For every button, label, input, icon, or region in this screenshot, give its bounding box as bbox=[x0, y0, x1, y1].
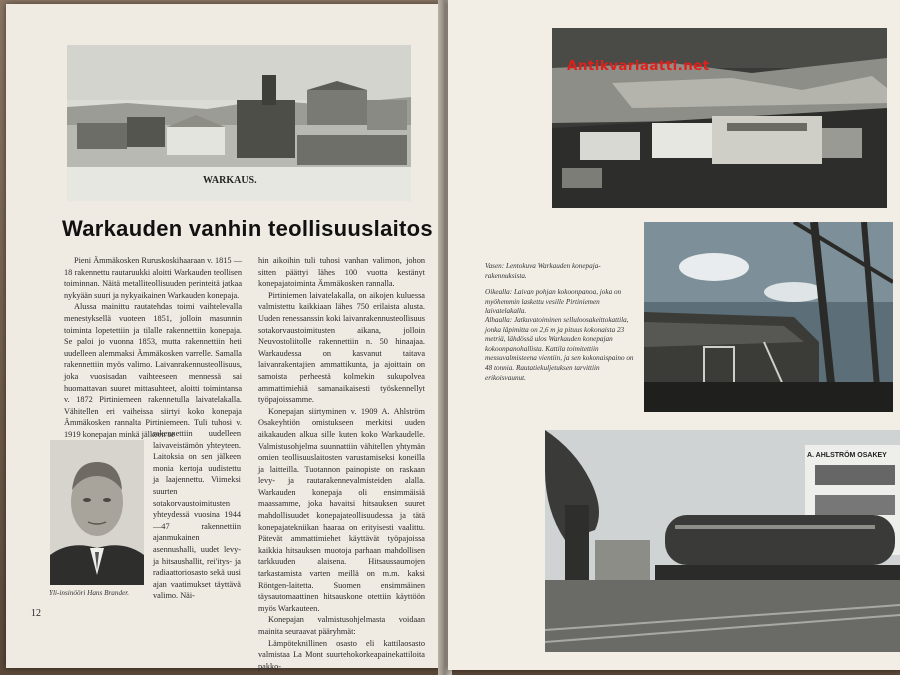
caption-ship: Oikealla: Laivan pohjan kokoonpanoa, joka on myöhemmin laskettu vesille Pirtiniemen laivatelakalla. bbox=[485, 288, 622, 316]
article-title: Warkauden vanhin teollisuuslaitos bbox=[62, 216, 433, 241]
column-2-text bbox=[258, 255, 425, 672]
warkaus-lithograph-photo bbox=[67, 45, 411, 201]
column-1-text bbox=[64, 255, 242, 441]
column-1-paragraph: Alussa mainittu rautatehdas toimi vaihtelevalla menestyksellä vuoteen 1851, jolloin masunnin toiminta lopetettiin ja tilalle rakennettiin konepaja. Se paloi jo vuonna 1853, mutta rakennettiin heti uudelleen alemmaksi Ämmäkosken varrelle. Samalla rakennettiin myös valimo. Laivanrakennusteollisuus, joka vuosisadan vaihteeseen mennessä sai huomattavan suuret mittasuhteet, aloitti toimintansa v. 1872 Pirtiniemeen rakennetulla laivatelakalla. Vähitellen eri vaiheissa siirtyi koko konepaja Ämmäkosken rannalta Pirtiniemeen. Tuli tuhosi v. 1919 konepajan minkä jälkeen se bbox=[64, 302, 242, 439]
caption-aerial: Vasen: Lentokuva Warkauden konepaja-rakennuksista. bbox=[485, 262, 601, 280]
column-2-paragraph: Pirtiniemen laivatelakalla, on aikojen kuluessa valmistettu kaikkiaan lähes 750 erilaista alusta. Uuden renessanssin koki laivanrakennusteollisuus sotakorvaustoimitusten aikana, jolloin Neuvostoliitolle rakennettiin n. 50 hinaajaa. Warkaudessa on kasvanut taitava laivanrakentajien ammattikunta, ja ajoittain on samoista perheestä kolmekin sukupolvea ammattimiehiä samanaikaisesti työskennellyt työpajoissamme. bbox=[258, 290, 425, 405]
building-sign-text: A. AHLSTRÖM OSAKEY bbox=[807, 452, 887, 459]
watermark-text: Antikvariaatti.net bbox=[567, 58, 710, 74]
column-1-narrow-text bbox=[153, 428, 241, 602]
column-1-narrow-paragraph: rakennettiin uudelleen laivaveistämön yhteyteen. Laitoksia on sen jälkeen monia kertoja uudistettu ja laajennettu. Viimeksi suurten sotakorvaustoimitusten yhteydessä vuosina 1944—47 rakennettiin ajanmukainen asennushalli, uudet levy- ja hitsaushallit, rei'itys- ja radiaattoriosasto sekä uusi ajan vaatimukset täyttävä valimo. Näi- bbox=[153, 429, 241, 601]
lithograph-caption: WARKAUS. bbox=[203, 175, 257, 186]
column-2-paragraph: Konepajan siirtyminen v. 1909 A. Ahlström Osakeyhtiön omistukseen merkitsi uuden aikakauden alkua sille kuten koko Warkaudelle. Valmistusohjelma suunnattiin vähitellen yhtymän omien teollisuuslaitosten varustamiseksi koneilla ja laitteilla. Tuotannon painopiste on raskaan levy- ja rautarakennevalmisteiden alalla. Warkauden konepaja oli ensimmäisiä maassamme, joka havaitsi hitsauksen suuret mahdollisuudet konepajateollisuudessa ja tätä konepajatekniikan haaraa on erityisesti vaalittu. Pätevät ammattimiehet käyttävät työpajoissa kaikkia hitsauksen muotoja parhaan mahdollisen tarkkuuden alaisena. Hitsaussaumojen tarkastamista varten meillä on m.m. kaksi Röntgen-laitetta. Suomen ensimmäinen täysautomaattinen hitsauskone otettiin käyttöön myös Warkauteen. bbox=[258, 406, 425, 613]
aerial-factory-photo bbox=[552, 28, 887, 208]
boiler-transport-photo bbox=[545, 430, 900, 652]
portrait-photo bbox=[50, 440, 144, 585]
ship-construction-photo bbox=[644, 222, 893, 412]
column-1-paragraph: Pieni Ämmäkosken Ruruskoskihaaraan v. 1815 —18 rakennettu rautaruukki aloitti Warkauden teollisen toiminnan. Näitä metalliteollisuuden perinteitä jatkaa nykyään suuri ja nykyaikainen Warkauden konepaja. bbox=[64, 256, 242, 300]
page-number: 12 bbox=[31, 608, 41, 619]
column-2-paragraph: Konepajan valmistusohjelmasta voidaan mainita seuraavat pääryhmät: bbox=[258, 615, 425, 636]
column-2-paragraph: hin aikoihin tuli tuhosi vanhan valimon, johon sitten päättyi lähes 100 vuotta kestänyt konepajatoiminta Ämmäkosken rannalla. bbox=[258, 256, 425, 289]
column-2-paragraph: Lämpöteknillinen osasto eli kattilaosasto valmistaa La Mont suurtehokorkeapainekattiloita pakko- bbox=[258, 638, 425, 671]
portrait-caption: Yli-insinööri Hans Brander. bbox=[49, 589, 130, 597]
caption-boiler: Alhaalla: Jatkuvatoiminen selluloosakeittokattila, jonka läpimitta on 2,6 m ja pituus kokonaista 23 metriä, lähdössä ulos Warkauden konepajan kokoonpanohallista. Kattila toimitettiin messuvalmisteena vientiin, ja sen kokonaispaino on 48 tonnia. Rautatiekuljetuksen tarvittiin erikoisvaunut. bbox=[485, 316, 634, 382]
